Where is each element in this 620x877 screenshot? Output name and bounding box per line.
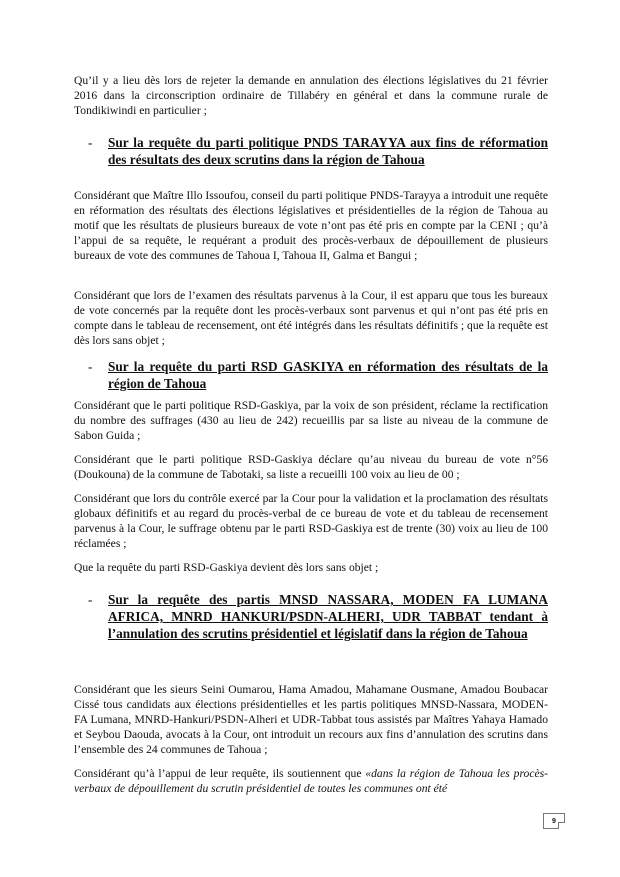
paragraph-rsd-doukouna: Considérant que le parti politique RSD-Gaskiya déclare qu’au niveau du bureau de vote n°56 (Doukouna) de la commune de Tabotaki, sa liste a recueilli 100 voix au lieu de 00 ; [74,453,548,481]
paragraph-mnsd-arguments [74,766,548,796]
heading-dash: - [88,135,93,150]
heading-dash: - [88,359,93,374]
heading-text: Sur la requête du parti RSD GASKIYA en réformation des résultats de la région de Tahoua [108,359,548,391]
paragraph-mnsd-request: Considérant que les sieurs Seini Oumarou, Hama Amadou, Mahamane Ousmane, Amadou Boubacar Cissé tous candidats aux élections présidentielles et les partis politiques MNSD-Nassara, MODEN-FA Lumana, MNRD-Hankuri/PSDN-Alheri et UDR-Tabbat tous assistés par Maîtres Yahaya Hamado et Seybou Daouda, avocats à la Cour, ont introduit un recours aux fins d’annulation des scrutins dans l’ensemble des 24 communes de Tahoua ; [74,683,548,756]
heading-dash: - [88,592,93,607]
heading-mnsd-nassara [88,591,548,642]
paragraph-normal-text: Considérant qu’à l’appui de leur requête, ils soutiennent que [74,767,366,780]
paragraph-rsd-control: Considérant que lors du contrôle exercé par la Cour pour la validation et la proclamation des résultats globaux définitifs et au regard du procès-verbal de ce bureau de vote et du tableau de recensement parvenus à la Cour, le suffrage obtenu par le parti RSD-Gaskiya est de trente (30) voix au lieu de 100 réclamées ; [74,492,548,550]
heading-text: Sur la requête des partis MNSD NASSARA, MODEN FA LUMANA AFRICA, MNRD HANKURI/PSDN-ALHERI, UDR TABBAT tendant à l’annulation des scrutins présidentiel et législatif dans la région de Tahoua [108,592,548,641]
paragraph-tillabery-conclusion: Qu’il y a lieu dès lors de rejeter la demande en annulation des élections législatives du 21 février 2016 dans la circonscription ordinaire de Tillabéry en général et dans la commune rurale de Tondikiwindi en particulier ; [74,74,548,117]
heading-pnds-tarayya [88,134,548,168]
quoted-italic-text: «dans la région de Tahoua les procès-verbaux de dépouillement du scrutin présidentiel de toutes les communes ont été [74,767,548,795]
paragraph-rsd-sabon-guida: Considérant que le parti politique RSD-Gaskiya, par la voix de son président, réclame la rectification du nombre des suffrages (430 au lieu de 242) recueillis par sa liste au niveau de la commune de Sabon Guida ; [74,399,548,442]
page-number: 9 [543,813,565,829]
heading-rsd-gaskiya [88,358,548,392]
paragraph-pnds-request: Considérant que Maître Illo Issoufou, conseil du parti politique PNDS-Tarayya a introduit une requête en réformation des résultats des élections législatives et présidentielles de la région de Tahoua au motif que les résultats de plusieurs bureaux de vote n’ont pas été pris en compte par la CENI ; qu’à l’appui de sa requête, le requérant a produit des procès-verbaux de dépouillement de plusieurs bureaux de vote des communes de Tahoua I, Tahoua II, Galma et Bangui ; [74,189,548,262]
paragraph-rsd-conclusion: Que la requête du parti RSD-Gaskiya devient dès lors sans objet ; [74,561,379,574]
paragraph-pnds-examination: Considérant que lors de l’examen des résultats parvenus à la Cour, il est apparu que tous les bureaux de vote concernés par la requête dont les procès-verbaux sont parvenus et qui n’ont pas été pris en compte dans le tableau de recensement, ont été intégrés dans les résultats définitifs ; que la requête est dès lors sans objet ; [74,289,548,347]
heading-text: Sur la requête du parti politique PNDS TARAYYA aux fins de réformation des résultats des deux scrutins dans la région de Tahoua [108,135,548,167]
